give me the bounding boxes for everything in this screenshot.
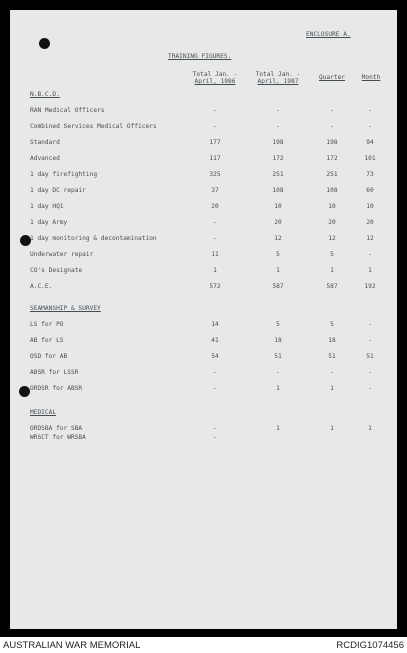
- row-value: 20: [274, 219, 282, 226]
- section-heading: MEDICAL: [30, 409, 57, 416]
- row-value: 1: [368, 267, 372, 274]
- row-value: -: [276, 123, 280, 130]
- row-value: -: [368, 123, 372, 130]
- row-label: Standard: [30, 139, 60, 146]
- row-value: 251: [272, 171, 284, 178]
- footer-institution: AUSTRALIAN WAR MEMORIAL: [3, 640, 141, 651]
- row-value: 94: [366, 139, 374, 146]
- row-value: 587: [272, 283, 284, 290]
- row-value: 73: [366, 171, 374, 178]
- row-value: -: [276, 107, 280, 114]
- row-value: -: [330, 107, 334, 114]
- row-label: A.C.E.: [30, 283, 53, 290]
- row-value: 10: [274, 203, 282, 210]
- row-label: Underwater repair: [30, 251, 94, 258]
- row-label: Combined Services Medical Officers: [30, 123, 157, 130]
- row-value: 1: [213, 267, 217, 274]
- row-value: 60: [366, 187, 374, 194]
- row-value: 20: [211, 203, 219, 210]
- row-value: -: [213, 123, 217, 130]
- row-value: 37: [211, 187, 219, 194]
- row-label: AB for LS: [30, 337, 64, 344]
- col-header-1987-line1: Total Jan. -: [255, 71, 301, 78]
- row-value: 51: [274, 353, 282, 360]
- archive-footer: [0, 637, 407, 653]
- row-value: -: [213, 369, 217, 376]
- row-value: 251: [326, 171, 338, 178]
- row-value: 1: [368, 425, 372, 432]
- row-value: -: [213, 385, 217, 392]
- row-value: 5: [276, 321, 280, 328]
- row-value: -: [213, 107, 217, 114]
- row-value: -: [213, 235, 217, 242]
- row-value: 108: [272, 187, 284, 194]
- row-value: 172: [272, 155, 284, 162]
- enclosure-label: ENCLOSURE A.: [306, 31, 351, 38]
- row-value: 18: [274, 337, 282, 344]
- row-value: 325: [209, 171, 221, 178]
- row-value: 177: [209, 139, 221, 146]
- document-title: TRAINING FIGURES.: [168, 53, 232, 60]
- row-label: 1 day HQ1: [30, 203, 64, 210]
- row-value: 54: [211, 353, 219, 360]
- row-value: -: [330, 123, 334, 130]
- row-label: LS for PO: [30, 321, 64, 328]
- row-value: 1: [276, 425, 280, 432]
- row-value: 10: [328, 203, 336, 210]
- row-value: 1: [330, 267, 334, 274]
- col-header-1986-line2: April, 1986: [194, 78, 236, 85]
- row-value: 12: [328, 235, 336, 242]
- row-value: 10: [366, 203, 374, 210]
- row-label: ABSR for LSSR: [30, 369, 79, 376]
- row-value: -: [276, 369, 280, 376]
- row-value: 117: [209, 155, 221, 162]
- row-value: -: [368, 385, 372, 392]
- col-header-quarter: Quarter: [318, 74, 346, 81]
- row-value: -: [368, 337, 372, 344]
- row-label: Advanced: [30, 155, 60, 162]
- row-value: 51: [328, 353, 336, 360]
- row-value: -: [368, 369, 372, 376]
- row-value: 12: [366, 235, 374, 242]
- row-value: -: [213, 425, 217, 432]
- row-value: 108: [326, 187, 338, 194]
- section-heading: N.B.C.D.: [30, 91, 60, 98]
- row-value: 5: [330, 251, 334, 258]
- row-value: -: [213, 434, 217, 441]
- row-value: -: [368, 321, 372, 328]
- row-value: 1: [276, 267, 280, 274]
- row-value: 18: [328, 337, 336, 344]
- row-label: 1 day monitoring & decontamination: [30, 235, 157, 242]
- row-value: 5: [276, 251, 280, 258]
- row-label: ORDSR for ABSR: [30, 385, 83, 392]
- row-label: RAN Medical Officers: [30, 107, 105, 114]
- row-value: 20: [328, 219, 336, 226]
- row-value: 5: [330, 321, 334, 328]
- row-label: 1 day DC repair: [30, 187, 86, 194]
- row-value: 1: [330, 385, 334, 392]
- row-value: 12: [274, 235, 282, 242]
- row-value: -: [330, 369, 334, 376]
- row-value: 1: [330, 425, 334, 432]
- row-label: WRSCT for WRSBA: [30, 434, 86, 441]
- row-value: -: [368, 107, 372, 114]
- row-value: 41: [211, 337, 219, 344]
- row-value: 20: [366, 219, 374, 226]
- row-value: 51: [366, 353, 374, 360]
- row-label: 1 day firefighting: [30, 171, 98, 178]
- punch-hole: [19, 386, 30, 397]
- row-value: 198: [272, 139, 284, 146]
- footer-record-id: RCDIG1074456: [336, 640, 404, 651]
- row-label: OSD for AB: [30, 353, 68, 360]
- row-value: 198: [326, 139, 338, 146]
- col-header-1987-line2: April, 1987: [257, 78, 299, 85]
- row-value: 14: [211, 321, 219, 328]
- col-header-1986-line1: Total Jan. -: [192, 71, 238, 78]
- row-value: 172: [326, 155, 338, 162]
- row-label: ORDSBA for SBA: [30, 425, 83, 432]
- row-value: 587: [326, 283, 338, 290]
- punch-hole: [39, 38, 50, 49]
- row-value: -: [368, 251, 372, 258]
- row-label: 1 day Army: [30, 219, 68, 226]
- row-value: 192: [364, 283, 376, 290]
- row-value: -: [213, 219, 217, 226]
- document-page: [10, 10, 397, 629]
- row-value: 11: [211, 251, 219, 258]
- section-heading: SEAMANSHIP & SURVEY: [30, 305, 101, 312]
- row-value: 572: [209, 283, 221, 290]
- row-value: 1: [276, 385, 280, 392]
- row-value: 101: [364, 155, 376, 162]
- row-label: CO's Designate: [30, 267, 83, 274]
- col-header-month: Month: [361, 74, 381, 81]
